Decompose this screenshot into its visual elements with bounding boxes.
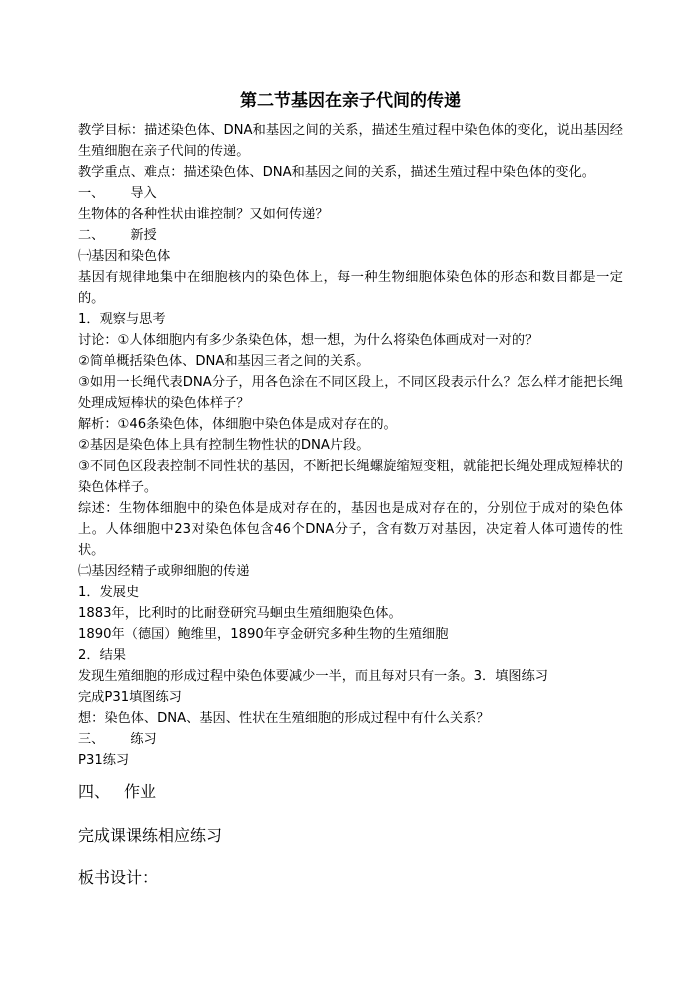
subsection-1-title: ㈠基因和染色体 [78,249,171,264]
section-1-title: 导入 [130,186,157,201]
discussion-3: ③如用一长绳代表DNA分子，用各色涂在不同区段上，不同区段表示什么？怎么样才能把长绳处理成短棒状的染色体样子？ [78,375,623,411]
history-2: 1890年（德国）鲍维里，1890年亨金研究多种生物的生殖细胞 [78,627,449,642]
answer-3: ③不同色区段表控制不同性状的基因，不断把长绳螺旋缩短变粗，就能把长绳处理成短棒状的染色体样子。 [78,459,623,495]
think-question: 想：染色体、DNA、基因、性状在生殖细胞的形成过程中有什么关系？ [78,711,490,726]
teaching-objectives: 教学目标：描述染色体、DNA和基因之间的关系，描述生殖过程中染色体的变化，说出基因经生殖细胞在亲子代间的传递。 [78,123,623,159]
section-1-number: 一、 [78,186,105,201]
answer-2: ②基因是染色体上具有控制生物性状的DNA片段。 [78,438,370,453]
homework-text: 完成课课练相应练习 [78,826,223,845]
history-title: 1．发展史 [78,585,140,600]
board-design: 板书设计： [78,868,159,887]
section-3-title: 练习 [130,732,157,747]
section-3-heading [78,729,623,750]
section-2-number: 二、 [78,228,105,243]
teaching-keypoints: 教学重点、难点：描述染色体、DNA和基因之间的关系，描述生殖过程中染色体的变化。 [78,165,595,180]
summary-paragraph: 综述：生物体细胞中的染色体是成对存在的，基因也是成对存在的，分别位于成对的染色体上。人体细胞中23对染色体包含46个DNA分子，含有数万对基因，决定着人体可遗传的性状。 [78,501,623,558]
section-3-number: 三、 [78,732,105,747]
p31-exercise: P31练习 [78,753,130,768]
page-title: 第二节基因在亲子代间的传递 [240,91,461,111]
result-text: 发现生殖细胞的形成过程中染色体要减少一半，而且每对只有一条。3．填图练习 [78,669,548,684]
fill-exercise: 完成P31填图练习 [78,690,182,705]
subsection-2-title: ㈡基因经精子或卵细胞的传递 [78,564,250,579]
section-2-title: 新授 [130,228,157,243]
document-page [78,88,623,889]
discussion-1: 讨论：①人体细胞内有多少条染色体，想一想，为什么将染色体画成对一对的？ [78,333,539,348]
history-1: 1883年，比利时的比耐登研究马蛔虫生殖细胞染色体。 [78,606,402,621]
section-1-heading [78,183,623,204]
gene-paragraph: 基因有规律地集中在细胞核内的染色体上，每一种生物细胞体染色体的形态和数目都是一定的。 [78,270,623,306]
answer-1: 解析：①46条染色体，体细胞中染色体是成对存在的。 [78,417,397,432]
section-4-title: 作业 [124,782,157,801]
discussion-2: ②简单概括染色体、DNA和基因三者之间的关系。 [78,354,370,369]
intro-question: 生物体的各种性状由谁控制？又如何传递？ [78,207,329,222]
section-4-number: 四、 [78,782,111,801]
result-title: 2．结果 [78,648,126,663]
section-4-heading [78,781,623,803]
section-2-heading [78,225,623,246]
observation-title: 1．观察与思考 [78,312,166,327]
